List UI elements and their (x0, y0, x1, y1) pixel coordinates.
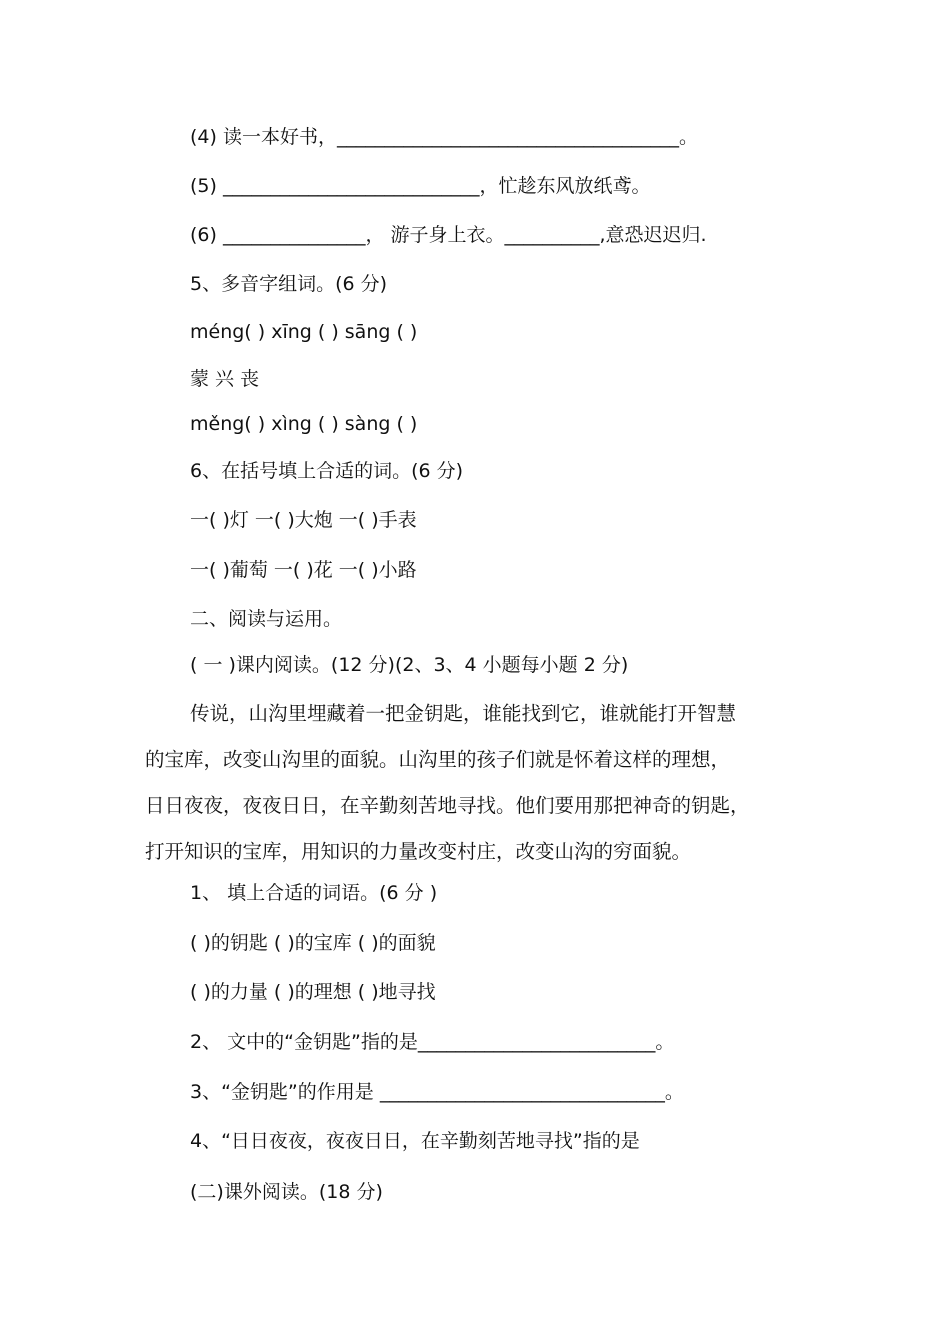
fill-line-5: (5) ___________________________，忙趁东风放纸鸢。 (190, 175, 651, 197)
sub-question-2: 2、 文中的“金钥匙”指的是_________________________。 (190, 1031, 675, 1053)
passage-line: 打开知识的宝库，用知识的力量改变村庄，改变山沟的穷面貌。 (145, 840, 692, 863)
sub-question-4: 4、“日日夜夜，夜夜日日，在辛勤刻苦地寻找”指的是 (190, 1130, 640, 1152)
fill-words-row-1: ( )的钥匙 ( )的宝库 ( )的面貌 (190, 932, 436, 954)
pinyin-row-2: měng( ) xìng ( ) sàng ( ) (190, 413, 418, 435)
section-2-heading: 二、阅读与运用。 (190, 608, 343, 630)
measure-word-row-2: 一( )葡萄 一( )花 一( )小路 (190, 559, 417, 581)
passage-line: 传说，山沟里埋藏着一把金钥匙，谁能找到它，谁就能打开智慧 (190, 702, 737, 725)
fill-line-4: (4) 读一本好书，____________________________________。 (190, 126, 698, 148)
sub-question-1: 1、 填上合适的词语。(6 分 ) (190, 882, 438, 904)
fill-line-6: (6) _______________， 游子身上衣。__________,意恐迟迟归. (190, 224, 707, 246)
pinyin-row-1: méng( ) xīng ( ) sāng ( ) (190, 321, 418, 343)
reading-1-heading: ( 一 )课内阅读。(12 分)(2、3、4 小题每小题 2 分) (190, 654, 629, 676)
question-5-heading: 5、多音字组词。(6 分) (190, 273, 388, 295)
passage-line: 日日夜夜，夜夜日日，在辛勤刻苦地寻找。他们要用那把神奇的钥匙， (145, 794, 750, 817)
measure-word-row-1: 一( )灯 一( )大炮 一( )手表 (190, 509, 417, 531)
reading-passage (145, 691, 815, 875)
passage-line: 的宝库，改变山沟里的面貌。山沟里的孩子们就是怀着这样的理想， (145, 748, 731, 771)
fill-words-row-2: ( )的力量 ( )的理想 ( )地寻找 (190, 981, 436, 1003)
reading-2-heading: (二)课外阅读。(18 分) (190, 1181, 383, 1203)
sub-question-3: 3、“金钥匙”的作用是 ______________________________。 (190, 1081, 684, 1103)
question-6-heading: 6、在括号填上合适的词。(6 分) (190, 460, 464, 482)
polyphonic-characters: 蒙 兴 丧 (190, 368, 260, 390)
